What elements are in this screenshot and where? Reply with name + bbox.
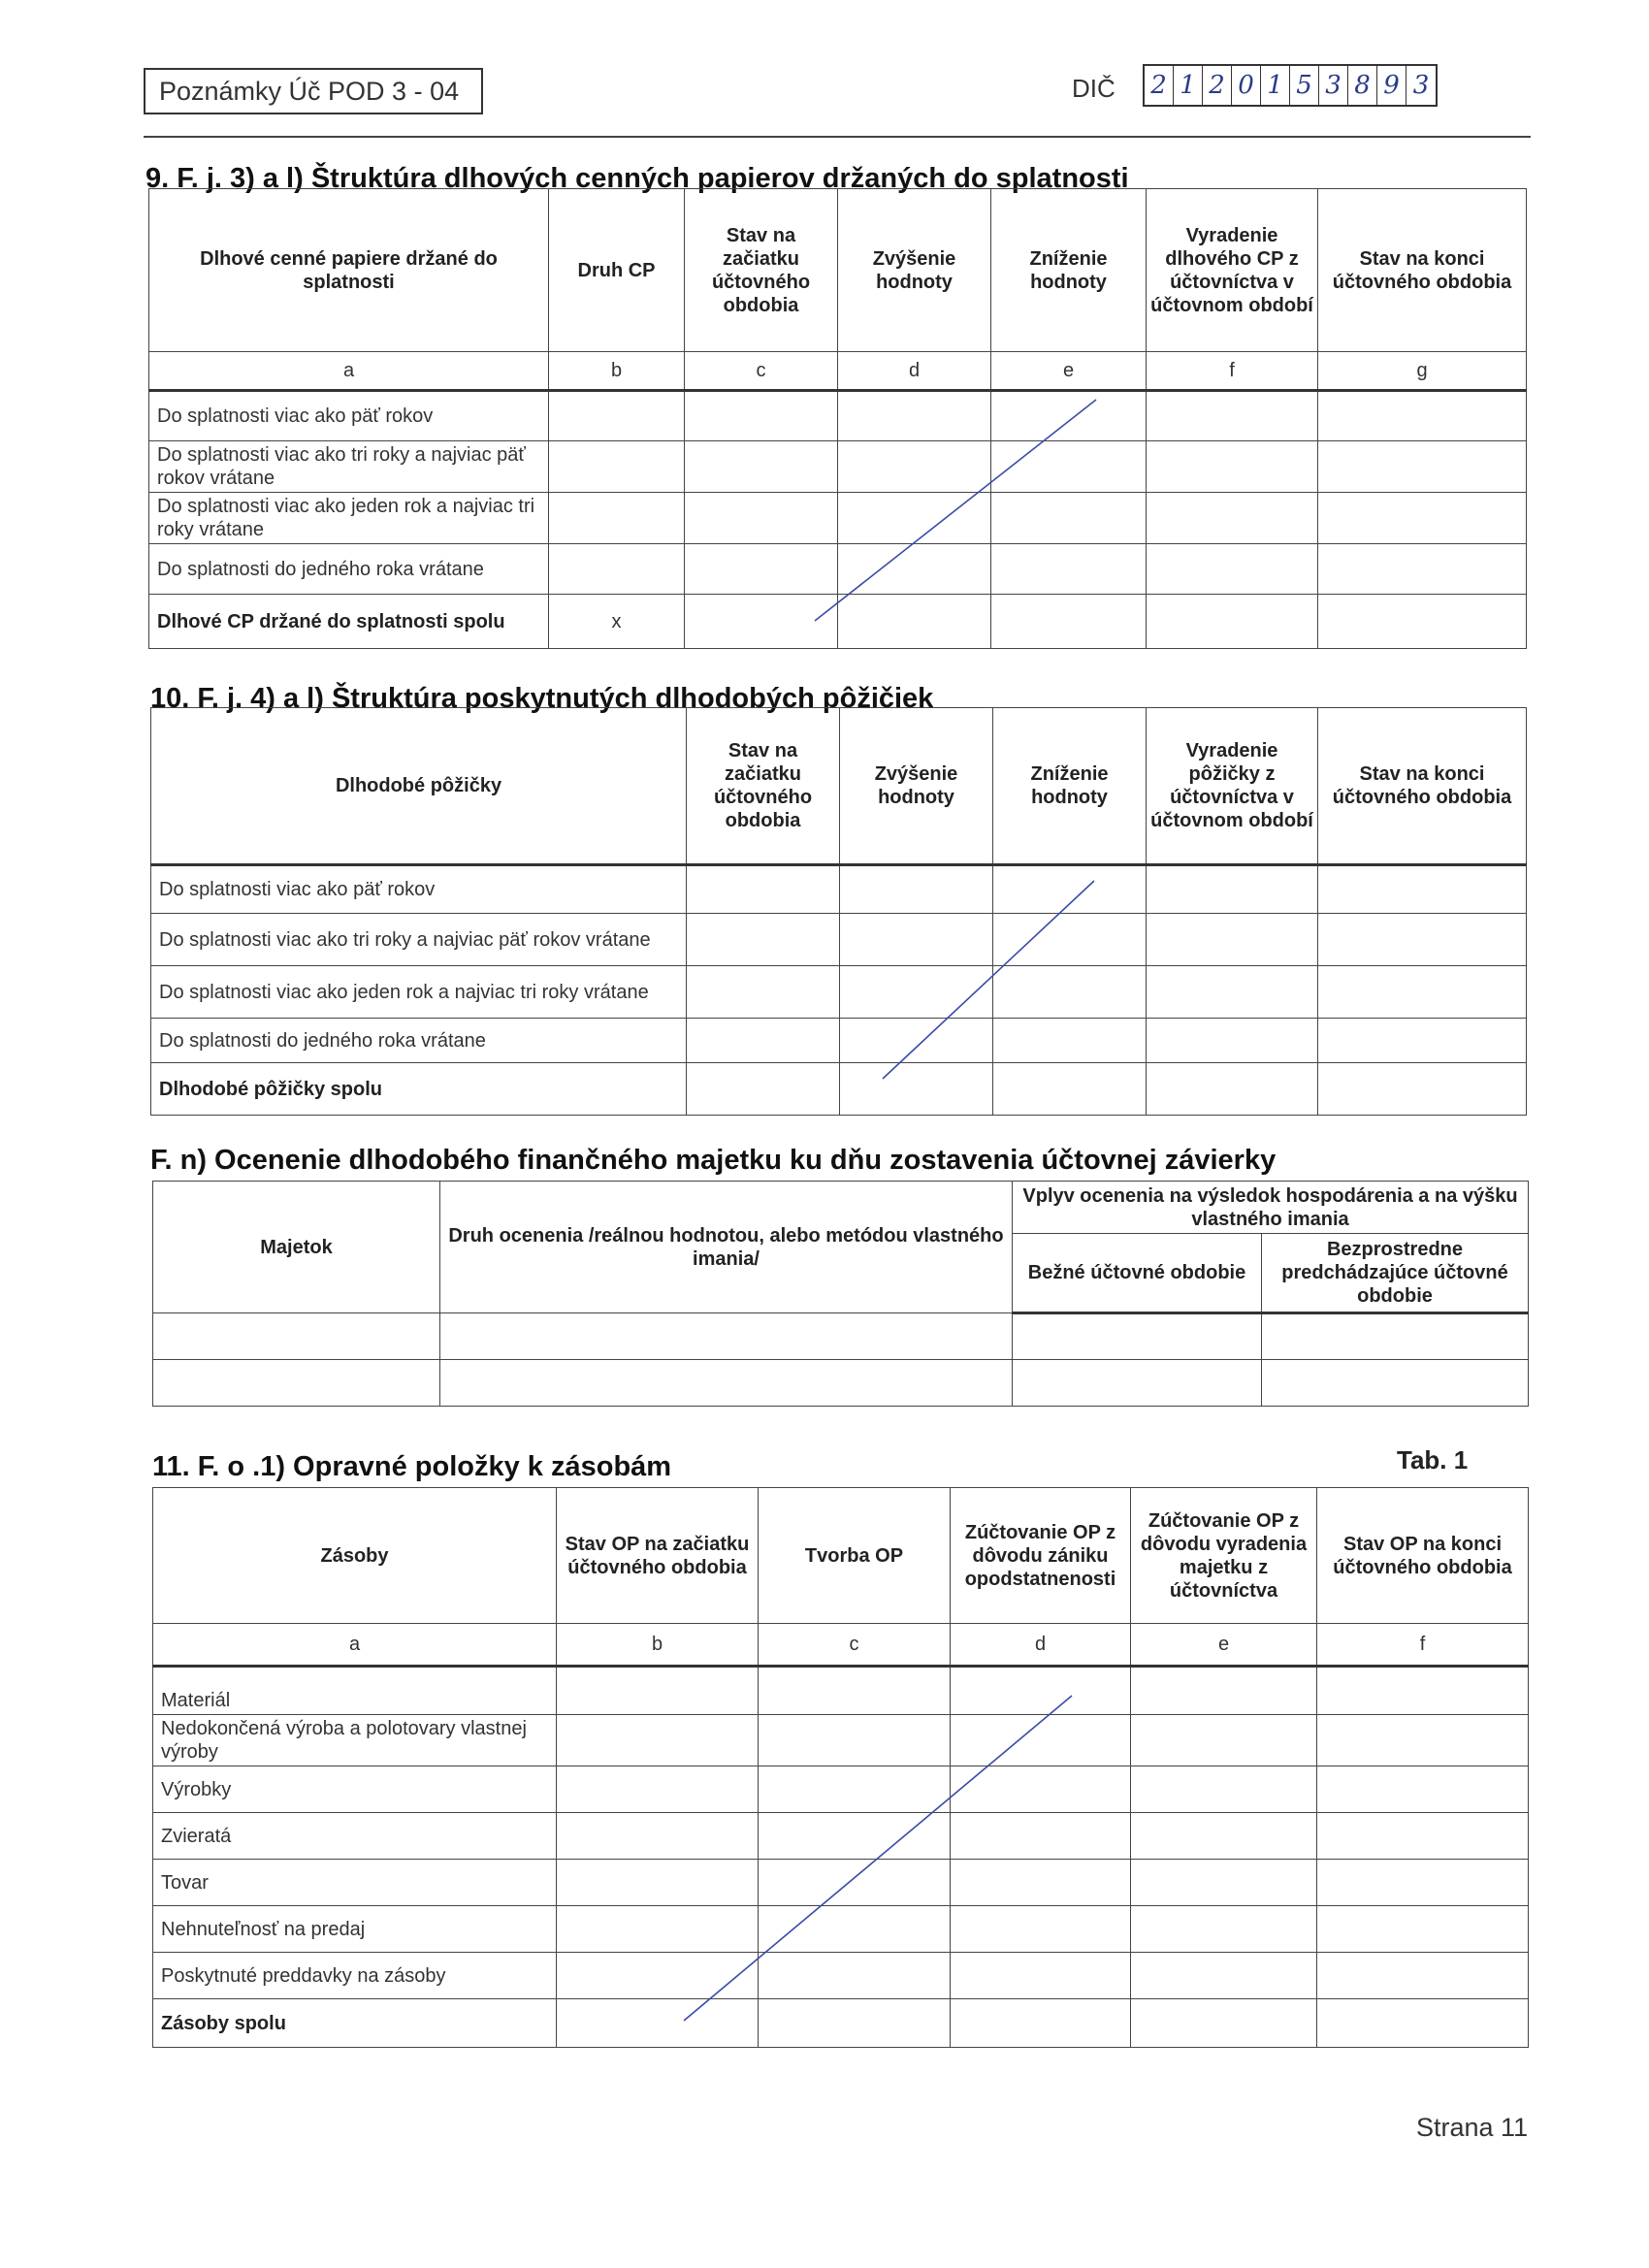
col-header: Dlhové cenné papiere držané do splatnosti [149, 189, 549, 352]
cell-input[interactable] [1147, 914, 1318, 966]
total-row [149, 595, 1527, 649]
col-header: Zníženie hodnoty [991, 189, 1147, 352]
col-header: Vyradenie dlhového CP z účtovníctva v účtovnom období [1147, 189, 1318, 352]
cell-input[interactable] [685, 391, 838, 441]
cell-input[interactable] [1147, 544, 1318, 595]
cell-input[interactable] [759, 1999, 951, 2048]
cell-input[interactable] [557, 1999, 759, 2048]
row-label: Materiál [153, 1667, 557, 1715]
cell-input[interactable] [1262, 1360, 1529, 1407]
cell-input[interactable] [1318, 1063, 1527, 1116]
row-label: Do splatnosti viac ako päť rokov [151, 865, 687, 914]
col-header: Druh ocenenia /reálnou hodnotou, alebo metódou vlastného imania/ [440, 1182, 1013, 1313]
cell-input[interactable] [687, 865, 840, 914]
cell-input[interactable] [951, 1715, 1131, 1766]
dic-field [1143, 64, 1438, 107]
cell-input[interactable] [557, 1715, 759, 1766]
col-header: Zníženie hodnoty [993, 708, 1147, 865]
dic-digit: 1 [1174, 66, 1203, 105]
cell-input[interactable] [557, 1766, 759, 1813]
col-header: Stav OP na konci účtovného obdobia [1317, 1488, 1529, 1624]
cell-input[interactable] [1317, 1766, 1529, 1813]
cell-input[interactable] [687, 1063, 840, 1116]
total-label: Dlhodobé pôžičky spolu [151, 1063, 687, 1116]
col-header: Vyradenie pôžičky z účtovníctva v účtovnom období [1147, 708, 1318, 865]
cell-input[interactable] [759, 1953, 951, 1999]
total-druh: x [549, 595, 685, 649]
col-header: Dlhodobé pôžičky [151, 708, 687, 865]
row-label: Do splatnosti viac ako jeden rok a najviac tri roky vrátane [151, 966, 687, 1019]
cell-input[interactable] [840, 1063, 993, 1116]
cell-input[interactable] [759, 1766, 951, 1813]
tab-label: Tab. 1 [1397, 1445, 1469, 1474]
cell-input[interactable] [1318, 544, 1527, 595]
col-letter: e [991, 352, 1147, 391]
table-row [153, 1860, 1529, 1906]
table-row [153, 1667, 1529, 1715]
cell-input[interactable] [991, 493, 1147, 544]
table-row [151, 1019, 1527, 1063]
cell-input[interactable] [838, 595, 991, 649]
cell-input[interactable] [951, 1813, 1131, 1860]
col-letter: a [153, 1624, 557, 1667]
total-label: Zásoby spolu [153, 1999, 557, 2048]
cell-input[interactable] [440, 1360, 1013, 1407]
cell-input[interactable] [951, 1953, 1131, 1999]
row-label: Poskytnuté preddavky na zásoby [153, 1953, 557, 1999]
cell-input[interactable] [557, 1667, 759, 1715]
cell-input[interactable] [759, 1860, 951, 1906]
cell-input[interactable] [549, 441, 685, 493]
cell-input[interactable] [991, 391, 1147, 441]
row-label: Do splatnosti viac ako jeden rok a najviac tri roky vrátane [149, 493, 549, 544]
cell-input[interactable] [838, 441, 991, 493]
cell-input[interactable] [1147, 595, 1318, 649]
page-number: Strana 11 [1416, 2113, 1529, 2142]
dic-digit: 3 [1319, 66, 1348, 105]
cell-input[interactable] [1317, 1715, 1529, 1766]
cell-input[interactable] [1131, 1906, 1317, 1953]
cell-input[interactable] [1317, 1906, 1529, 1953]
cell-input[interactable] [1262, 1313, 1529, 1360]
col-header: Bezprostredne predchádzajúce účtovné obdobie [1262, 1234, 1529, 1313]
cell-input[interactable] [840, 966, 993, 1019]
cell-input[interactable] [993, 1019, 1147, 1063]
section-9-table [148, 188, 1527, 649]
cell-input[interactable] [991, 544, 1147, 595]
cell-input[interactable] [759, 1906, 951, 1953]
col-letter: e [1131, 1624, 1317, 1667]
cell-input[interactable] [951, 1999, 1131, 2048]
cell-input[interactable] [759, 1813, 951, 1860]
col-header: Zvýšenie hodnoty [840, 708, 993, 865]
cell-input[interactable] [1318, 1019, 1527, 1063]
cell-input[interactable] [1317, 1667, 1529, 1715]
col-letter: f [1147, 352, 1318, 391]
col-header: Zvýšenie hodnoty [838, 189, 991, 352]
cell-input[interactable] [687, 1019, 840, 1063]
col-letter: f [1317, 1624, 1529, 1667]
cell-input[interactable] [838, 391, 991, 441]
cell-input[interactable] [951, 1906, 1131, 1953]
cell-input[interactable] [759, 1715, 951, 1766]
cell-input[interactable] [1318, 391, 1527, 441]
cell-input[interactable] [1147, 1063, 1318, 1116]
cell-input[interactable] [1131, 1953, 1317, 1999]
cell-input[interactable] [1131, 1766, 1317, 1813]
table-row [153, 1715, 1529, 1766]
row-label: Zvieratá [153, 1813, 557, 1860]
cell-input[interactable] [1318, 441, 1527, 493]
section-10-table [150, 707, 1527, 1116]
col-letter: b [557, 1624, 759, 1667]
dic-digit: 3 [1412, 71, 1430, 100]
col-header: Zásoby [153, 1488, 557, 1624]
cell-input[interactable] [557, 1906, 759, 1953]
row-label: Do splatnosti do jedného roka vrátane [151, 1019, 687, 1063]
col-header: Stav OP na začiatku účtovného obdobia [557, 1488, 759, 1624]
cell-input[interactable] [557, 1860, 759, 1906]
cell-input[interactable] [1147, 966, 1318, 1019]
cell-input[interactable] [1147, 1019, 1318, 1063]
cell-input[interactable] [1013, 1313, 1262, 1360]
cell-input[interactable] [838, 493, 991, 544]
cell-input[interactable] [1317, 1860, 1529, 1906]
section-10-title: 10. F. j. 4) a l) Štruktúra poskytnutých dlhodobých pôžičiek [150, 683, 934, 714]
cell-input[interactable] [993, 966, 1147, 1019]
cell-input[interactable] [1318, 966, 1527, 1019]
cell-input[interactable] [1131, 1999, 1317, 2048]
cell-input[interactable] [549, 391, 685, 441]
cell-input[interactable] [991, 441, 1147, 493]
table-row [151, 865, 1527, 914]
cell-input[interactable] [685, 544, 838, 595]
col-letter: b [549, 352, 685, 391]
col-header: Stav na konci účtovného obdobia [1318, 708, 1527, 865]
dic-digit: 5 [1290, 66, 1319, 105]
total-label: Dlhové CP držané do splatnosti spolu [149, 595, 549, 649]
cell-input[interactable] [687, 966, 840, 1019]
row-label: Do splatnosti viac ako tri roky a najviac päť rokov vrátane [151, 914, 687, 966]
cell-input[interactable] [1318, 595, 1527, 649]
cell-input[interactable] [1318, 493, 1527, 544]
cell-input[interactable] [685, 441, 838, 493]
table-row [149, 391, 1527, 441]
table-row [149, 493, 1527, 544]
cell-input[interactable] [1317, 1813, 1529, 1860]
col-letter: g [1318, 352, 1527, 391]
row-label: Nedokončená výroba a polotovary vlastnej výroby [153, 1715, 557, 1766]
dic-digit: 0 [1232, 66, 1261, 105]
cell-input[interactable] [1131, 1667, 1317, 1715]
table-row [153, 1360, 1529, 1407]
col-header: Bežné účtovné obdobie [1013, 1234, 1262, 1313]
cell-input[interactable] [838, 544, 991, 595]
col-header: Vplyv ocenenia na výsledok hospodárenia a na výšku vlastného imania [1013, 1182, 1529, 1234]
table-row [153, 1906, 1529, 1953]
dic-digit: 9 [1377, 66, 1406, 105]
dic-digit: 2 [1203, 66, 1232, 105]
cell-input[interactable] [1318, 865, 1527, 914]
col-letter: c [759, 1624, 951, 1667]
col-header: Zúčtovanie OP z dôvodu zániku opodstatnenosti [951, 1488, 1131, 1624]
cell-input[interactable] [991, 595, 1147, 649]
cell-input[interactable] [951, 1667, 1131, 1715]
cell-input[interactable] [1131, 1715, 1317, 1766]
row-label: Tovar [153, 1860, 557, 1906]
col-letter: c [685, 352, 838, 391]
cell-input[interactable] [840, 865, 993, 914]
cell-input[interactable] [1131, 1813, 1317, 1860]
col-header: Zúčtovanie OP z dôvodu vyradenia majetku z účtovníctva [1131, 1488, 1317, 1624]
table-row [153, 1766, 1529, 1813]
dic-label: DIČ [1072, 74, 1116, 103]
cell-input[interactable] [153, 1360, 440, 1407]
section-fn-table [152, 1181, 1529, 1407]
row-label: Nehnuteľnosť na predaj [153, 1906, 557, 1953]
cell-input[interactable] [1318, 914, 1527, 966]
cell-input[interactable] [1013, 1360, 1262, 1407]
section-9-title: 9. F. j. 3) a l) Štruktúra dlhových cenných papierov držaných do splatnosti [146, 163, 1129, 194]
row-label: Výrobky [153, 1766, 557, 1813]
cell-input[interactable] [1131, 1860, 1317, 1906]
col-header: Majetok [153, 1182, 440, 1313]
cell-input[interactable] [840, 914, 993, 966]
dic-digit: 8 [1348, 66, 1377, 105]
cell-input[interactable] [1147, 391, 1318, 441]
cell-input[interactable] [557, 1813, 759, 1860]
col-letter: a [149, 352, 549, 391]
cell-input[interactable] [557, 1953, 759, 1999]
cell-input[interactable] [1147, 493, 1318, 544]
row-label: Do splatnosti viac ako päť rokov [149, 391, 549, 441]
table-row [149, 441, 1527, 493]
cell-input[interactable] [993, 914, 1147, 966]
section-fn-title: F. n) Ocenenie dlhodobého finančného majetku ku dňu zostavenia účtovnej závierky [150, 1145, 1277, 1176]
table-row [153, 1313, 1529, 1360]
table-row [153, 1953, 1529, 1999]
table-row [151, 966, 1527, 1019]
row-label: Do splatnosti viac ako tri roky a najviac päť rokov vrátane [149, 441, 549, 493]
cell-input[interactable] [993, 865, 1147, 914]
cell-input[interactable] [153, 1313, 440, 1360]
header-divider [144, 136, 1531, 138]
total-row [151, 1063, 1527, 1116]
col-header: Druh CP [549, 189, 685, 352]
table-row [151, 914, 1527, 966]
section-11-title: 11. F. o .1) Opravné položky k zásobám [152, 1451, 672, 1482]
cell-input[interactable] [993, 1063, 1147, 1116]
cell-input[interactable] [1147, 865, 1318, 914]
cell-input[interactable] [840, 1019, 993, 1063]
cell-input[interactable] [951, 1860, 1131, 1906]
cell-input[interactable] [1317, 1953, 1529, 1999]
dic-digit: 1 [1261, 66, 1290, 105]
table-row [149, 544, 1527, 595]
col-letter: d [951, 1624, 1131, 1667]
form-label: Poznámky Úč POD 3 - 04 [144, 68, 483, 114]
row-label: Do splatnosti do jedného roka vrátane [149, 544, 549, 595]
cell-input[interactable] [951, 1766, 1131, 1813]
col-header: Stav na začiatku účtovného obdobia [687, 708, 840, 865]
col-header: Tvorba OP [759, 1488, 951, 1624]
col-letter: d [838, 352, 991, 391]
cell-input[interactable] [549, 544, 685, 595]
dic-digit: 2 [1145, 66, 1174, 105]
cell-input[interactable] [1317, 1999, 1529, 2048]
col-header: Stav na konci účtovného obdobia [1318, 189, 1527, 352]
cell-input[interactable] [1147, 441, 1318, 493]
cell-input[interactable] [687, 914, 840, 966]
cell-input[interactable] [440, 1313, 1013, 1360]
table-row [153, 1813, 1529, 1860]
cell-input[interactable] [685, 493, 838, 544]
col-header: Stav na začiatku účtovného obdobia [685, 189, 838, 352]
cell-input[interactable] [685, 595, 838, 649]
cell-input[interactable] [759, 1667, 951, 1715]
cell-input[interactable] [549, 493, 685, 544]
section-11-table [152, 1487, 1529, 2048]
total-row [153, 1999, 1529, 2048]
